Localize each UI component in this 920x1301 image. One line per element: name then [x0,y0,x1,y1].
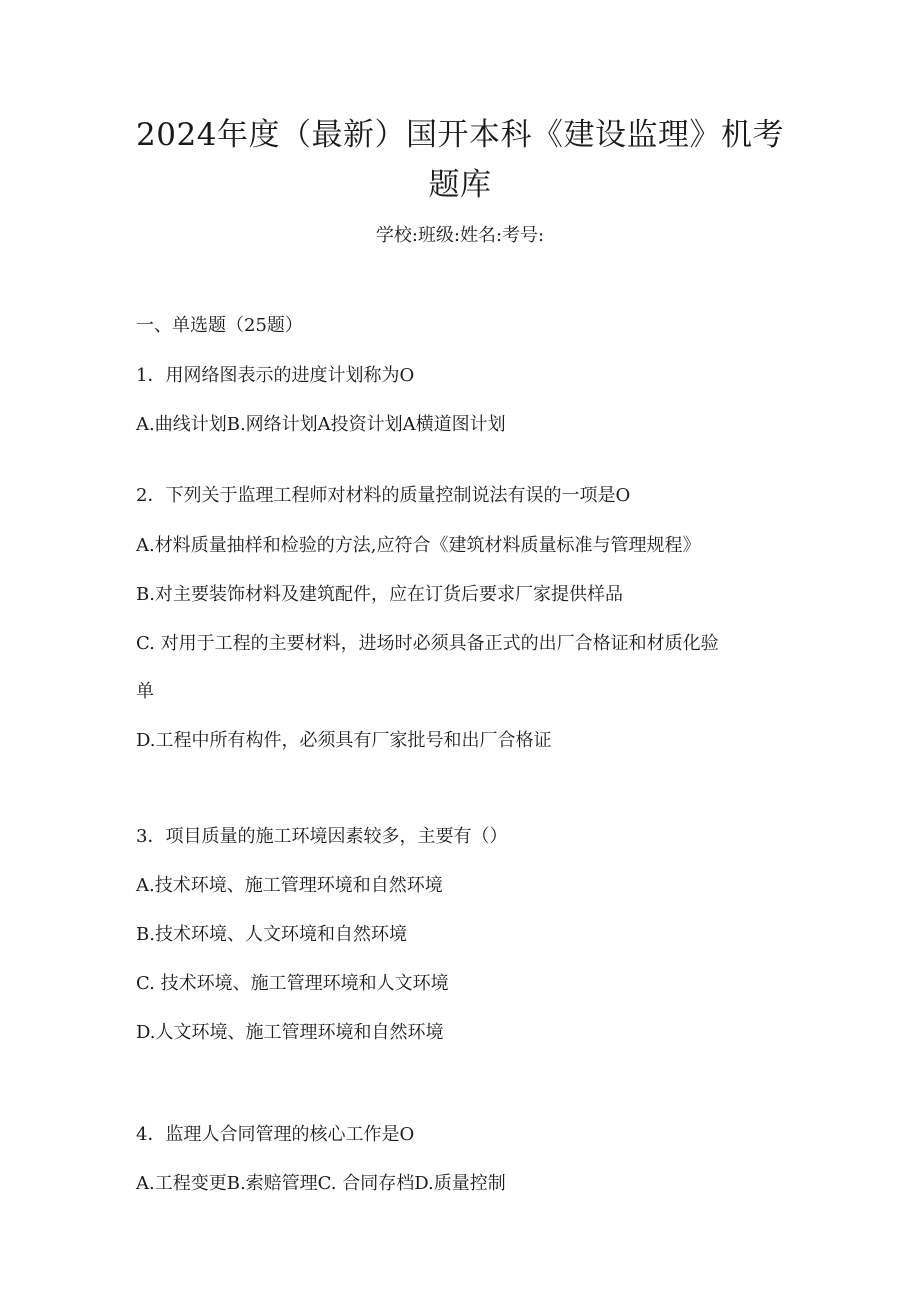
question-2-option-c-continued: 单 [136,681,154,702]
question-3-option-d: D.人文环境、施工管理环境和自然环境 [136,1022,444,1043]
question-2-option-b: B.对主要装饰材料及建筑配件，应在订货后要求厂家提供样品 [136,584,623,605]
student-info-line: 学校:班级:姓名:考号: [375,225,545,246]
question-4-stem: 4．监理人合同管理的核心工作是O [136,1124,415,1145]
question-2-option-d: D.工程中所有构件，必须具有厂家批号和出厂合格证 [136,730,552,751]
question-2-stem: 2．下列关于监理工程师对材料的质量控制说法有误的一项是O [136,485,631,506]
question-3-stem: 3．项目质量的施工环境因素较多，主要有（） [136,826,508,847]
question-3-option-a: A.技术环境、施工管理环境和自然环境 [136,875,443,896]
question-4-options: A.工程变更B.索赔管理C. 合同存档D.质量控制 [136,1173,506,1194]
section-heading: 一、单选题（25题） [136,315,303,336]
question-2-option-c: C. 对用于工程的主要材料，进场时必须具备正式的出厂合格证和材质化验 [136,633,719,654]
question-3-option-b: B.技术环境、人文环境和自然环境 [136,924,407,945]
question-1-options: A.曲线计划B.网络计划A投资计划A横道图计划 [136,414,506,435]
document-title: 2024年度（最新）国开本科《建设监理》机考题库 [136,117,784,203]
question-1-stem: 1．用网络图表示的进度计划称为O [136,365,415,386]
question-2-option-a: A.材料质量抽样和检验的方法,应符合《建筑材料质量标准与管理规程》 [136,535,701,556]
question-3-option-c: C. 技术环境、施工管理环境和人文环境 [136,973,449,994]
